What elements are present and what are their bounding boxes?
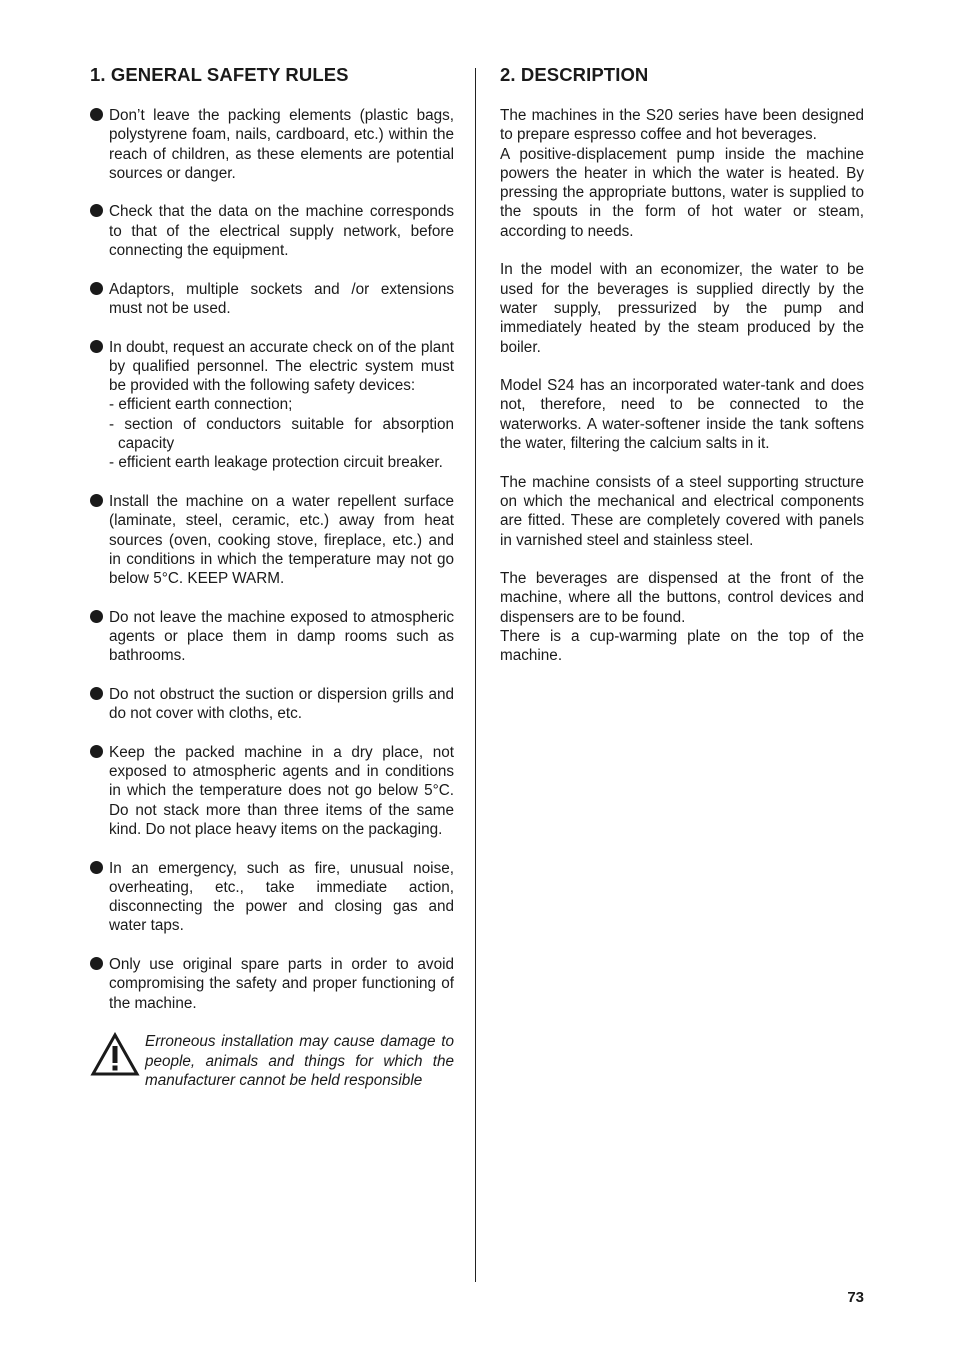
rule-item [90, 743, 454, 839]
rule-item [90, 202, 454, 260]
bullet-icon [90, 494, 103, 507]
description-paragraph: Model S24 has an incorporated water-tank and does not, therefore, need to be connected to the waterworks. A water-softener inside the tank softens the water, filtering the calcium salts in it. [500, 377, 864, 453]
bullet-icon [90, 610, 103, 623]
rule-text: Check that the data on the machine corresponds to that of the electrical supply network, before connecting the equipment. [109, 203, 454, 260]
description-column [500, 64, 864, 685]
rule-text: Install the machine on a water repellent surface (laminate, steel, ceramic, etc.) away from heat sources (oven, cooking stove, fireplace, etc.) and in conditions in which the temperature may not go below 5°C. KEEP WARM. [109, 492, 454, 588]
bullet-icon [90, 340, 103, 353]
description-paragraph: The beverages are dispensed at the front of the machine, where all the buttons, control devices and dispensers are to be found. [500, 570, 864, 626]
bullet-icon [90, 282, 103, 295]
rule-item [90, 955, 454, 1013]
safety-device-item: - efficient earth connection; [109, 396, 293, 414]
safety-rules-heading: 1. GENERAL SAFETY RULES [90, 64, 349, 85]
bullet-icon [90, 745, 103, 758]
safety-rules-column [90, 64, 454, 1090]
bullet-icon [90, 687, 103, 700]
page-number: 73 [847, 1289, 864, 1306]
description-paragraph: A positive-displacement pump inside the machine powers the heater in which the water is heated. By pressing the appropriate buttons, water is supplied to the spouts in the form of hot water or steam, according to needs. [500, 145, 864, 240]
safety-device-item: - section of conductors suitable for absorption capacity [109, 415, 454, 453]
bullet-icon [90, 204, 103, 217]
rule-text: In an emergency, such as fire, unusual noise, overheating, etc., take immediate action, disconnecting the power and closing gas and water taps. [109, 859, 454, 935]
rule-text: Don’t leave the packing elements (plastic bags, polystyrene foam, nails, cardboard, etc.) within the reach of children, as these elements are potential sources or danger. [109, 107, 454, 182]
description-paragraph: In the model with an economizer, the water to be used for the beverages is supplied directly by the water supply, pressurized by the pump and immediately heated by the steam produced by the boiler. [500, 261, 864, 356]
rule-item [90, 492, 454, 588]
rule-item [90, 685, 454, 724]
rule-item [90, 608, 454, 666]
rule-text: In doubt, request an accurate check on of the plant by qualified personnel. The electric system must be provided with the following safety devices: [109, 338, 454, 395]
rule-text: Keep the packed machine in a dry place, not exposed to atmospheric agents and in conditions in which the temperature does not go below 5°C. Do not stack more than three items of the same kind. Do not place heavy items on the packaging. [109, 743, 454, 838]
bullet-icon [90, 108, 103, 121]
rule-item [90, 338, 454, 473]
bullet-icon [90, 957, 103, 970]
warning-note [90, 1032, 454, 1090]
rule-text: Adaptors, multiple sockets and /or extensions must not be used. [109, 280, 454, 317]
rule-item [90, 280, 454, 319]
column-divider [475, 68, 476, 1282]
description-heading: 2. DESCRIPTION [500, 64, 649, 85]
description-paragraph: The machine consists of a steel supporting structure on which the mechanical and electrical components are fitted. These are completely covered with panels in varnished steel and stainless steel. [500, 473, 864, 549]
warning-text: Erroneous installation may cause damage to people, animals and things for which the manufacturer cannot be held responsible [145, 1033, 454, 1089]
description-paragraph: The machines in the S20 series have been designed to prepare espresso coffee and hot beverages. [500, 107, 864, 144]
safety-device-item: - efficient earth leakage protection circuit breaker. [109, 454, 443, 472]
bullet-icon [90, 861, 103, 874]
rule-text: Only use original spare parts in order to avoid compromising the safety and proper functioning of the machine. [109, 956, 454, 1012]
rule-text: Do not leave the machine exposed to atmospheric agents or place them in damp rooms such as bathrooms. [109, 608, 454, 665]
rule-item [90, 106, 454, 183]
description-paragraph: There is a cup-warming plate on the top of the machine. [500, 628, 864, 665]
rule-item [90, 859, 454, 936]
rule-text: Do not obstruct the suction or dispersion grills and do not cover with cloths, etc. [109, 685, 454, 723]
warning-triangle-icon [90, 1032, 140, 1078]
